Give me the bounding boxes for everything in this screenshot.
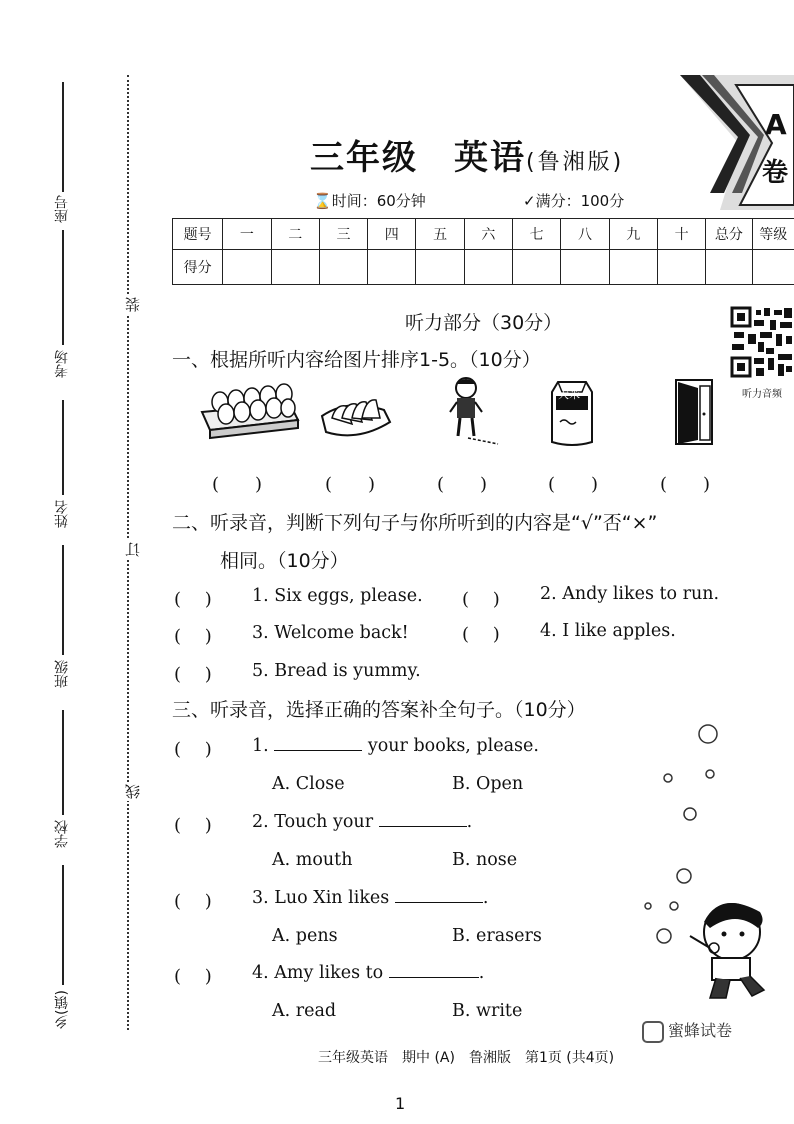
exam-room-label: 考场 — [54, 350, 70, 378]
boy-icon — [440, 374, 500, 446]
answer-paren[interactable]: ( ) — [174, 626, 212, 647]
seat-number-label: 座号 — [54, 195, 70, 223]
door-icon — [672, 378, 716, 448]
score-input-cell[interactable] — [368, 250, 416, 285]
score-cell: 十 — [657, 219, 705, 250]
score-cell: 五 — [416, 219, 464, 250]
time-text: 时间：60分钟 — [331, 192, 426, 210]
score-input-cell[interactable] — [319, 250, 367, 285]
score-cell: 得分 — [173, 250, 223, 285]
score-input-cell[interactable] — [657, 250, 705, 285]
option-a: A. Close — [272, 774, 345, 794]
answer-paren[interactable]: ( ) — [437, 474, 488, 495]
class-line — [62, 545, 64, 655]
score-cell: 题号 — [173, 219, 223, 250]
score-input-cell[interactable] — [464, 250, 512, 285]
answer-paren[interactable]: ( ) — [548, 474, 599, 495]
cut-mark-ding: 订 — [124, 542, 142, 557]
answer-paren[interactable]: ( ) — [174, 589, 212, 610]
fill-blank[interactable] — [395, 888, 483, 903]
score-input-cell[interactable] — [271, 250, 319, 285]
option-a: A. mouth — [272, 850, 353, 870]
question-text: 5. Bread is yummy. — [252, 661, 421, 681]
brand-text: 蜜蜂试卷 — [668, 1021, 733, 1040]
township-label: 乡(镇) — [54, 990, 70, 1029]
score-input-cell[interactable] — [609, 250, 657, 285]
bread-icon — [318, 388, 394, 446]
score-table-score-row — [173, 250, 794, 285]
option-b: B. nose — [452, 850, 518, 870]
exam-room-line — [62, 230, 64, 345]
score-table — [172, 218, 794, 285]
badge-juan: 卷 — [762, 158, 789, 188]
score-cell: 六 — [464, 219, 512, 250]
answer-paren[interactable]: ( ) — [174, 739, 212, 760]
score-table-header-row — [173, 219, 794, 250]
score-cell: 九 — [609, 219, 657, 250]
paper-a-badge — [680, 75, 794, 210]
score-cell: 等级 — [752, 219, 794, 250]
brand-logo-icon — [642, 1021, 664, 1043]
eggs-icon — [198, 382, 302, 442]
question-text: 3. Welcome back! — [252, 623, 409, 643]
seat-number-line — [62, 82, 64, 192]
section2-title: 二、听录音，判断下列句子与你所听到的内容是“√”否“×” — [172, 512, 658, 534]
section3-title: 三、听录音，选择正确的答案补全句子。（10分） — [172, 699, 586, 721]
question-text: 1. your books, please. — [252, 736, 539, 756]
question-text: 1. Six eggs, please. — [252, 586, 423, 606]
score-cell: 二 — [271, 219, 319, 250]
page-title — [310, 130, 624, 179]
school-label: 学校 — [54, 820, 70, 848]
answer-paren[interactable]: ( ) — [212, 474, 263, 495]
question-text: 2. Andy likes to run. — [540, 584, 720, 604]
answer-paren[interactable]: ( ) — [462, 624, 500, 645]
option-b: B. Open — [452, 774, 524, 794]
answer-paren[interactable]: ( ) — [325, 474, 376, 495]
section2-title-cont: 相同。（10分） — [220, 550, 349, 572]
section1-title: 一、根据所听内容给图片排序1-5。（10分） — [172, 349, 541, 371]
question-text: 3. Luo Xin likes . — [252, 888, 489, 908]
check-circle-icon: ✓ — [523, 192, 536, 210]
answer-paren[interactable]: ( ) — [174, 891, 212, 912]
score-input-cell[interactable] — [752, 250, 794, 285]
brand-watermark — [642, 1018, 732, 1043]
cut-mark-zhuang: 装 — [124, 297, 142, 312]
score-cell: 四 — [368, 219, 416, 250]
option-a: A. read — [272, 1001, 337, 1021]
score-input-cell[interactable] — [513, 250, 561, 285]
score-cell: 三 — [319, 219, 367, 250]
class-label: 班级 — [54, 660, 70, 688]
hourglass-icon: ⌛ — [313, 192, 332, 210]
bubble-boy-icon — [640, 722, 780, 1012]
question-text: 4. I like apples. — [540, 621, 676, 641]
answer-paren[interactable]: ( ) — [462, 589, 500, 610]
rice-bag-label: 大米 — [558, 388, 580, 401]
option-a: A. pens — [272, 926, 338, 946]
score-input-cell[interactable] — [416, 250, 464, 285]
score-cell: 八 — [561, 219, 609, 250]
school-line — [62, 710, 64, 815]
township-line — [62, 865, 64, 985]
listening-part-title: 听力部分（30分） — [405, 312, 563, 334]
name-label: 姓名 — [54, 500, 70, 528]
score-cell: 总分 — [706, 219, 752, 250]
full-score — [523, 190, 624, 211]
title-text: 三年级 英语 — [310, 138, 526, 178]
qr-code-icon[interactable] — [730, 306, 794, 378]
name-line — [62, 400, 64, 495]
question-text: 4. Amy likes to . — [252, 963, 485, 983]
score-input-cell[interactable] — [706, 250, 752, 285]
page-number: 1 — [395, 1094, 406, 1113]
score-input-cell[interactable] — [561, 250, 609, 285]
score-input-cell[interactable] — [223, 250, 271, 285]
option-b: B. write — [452, 1001, 523, 1021]
score-cell: 七 — [513, 219, 561, 250]
qr-label: 听力音频 — [742, 389, 782, 400]
edition-text: (鲁湘版) — [526, 150, 625, 175]
fill-blank[interactable] — [389, 963, 479, 978]
answer-paren[interactable]: ( ) — [660, 474, 711, 495]
page-footer: 三年级英语 期中 (A) 鲁湘版 第1页 (共4页) — [318, 1050, 615, 1066]
option-b: B. erasers — [452, 926, 542, 946]
fill-blank[interactable] — [274, 736, 362, 751]
question-text: 2. Touch your . — [252, 812, 473, 832]
answer-paren[interactable]: ( ) — [174, 815, 212, 836]
answer-paren[interactable]: ( ) — [174, 664, 212, 685]
answer-paren[interactable]: ( ) — [174, 966, 212, 987]
full-score-text: 满分：100分 — [535, 192, 625, 210]
score-cell: 一 — [223, 219, 271, 250]
badge-a: A — [765, 108, 787, 141]
fill-blank[interactable] — [379, 812, 467, 827]
time-limit — [313, 190, 426, 211]
cut-mark-xian: 线 — [124, 784, 142, 799]
